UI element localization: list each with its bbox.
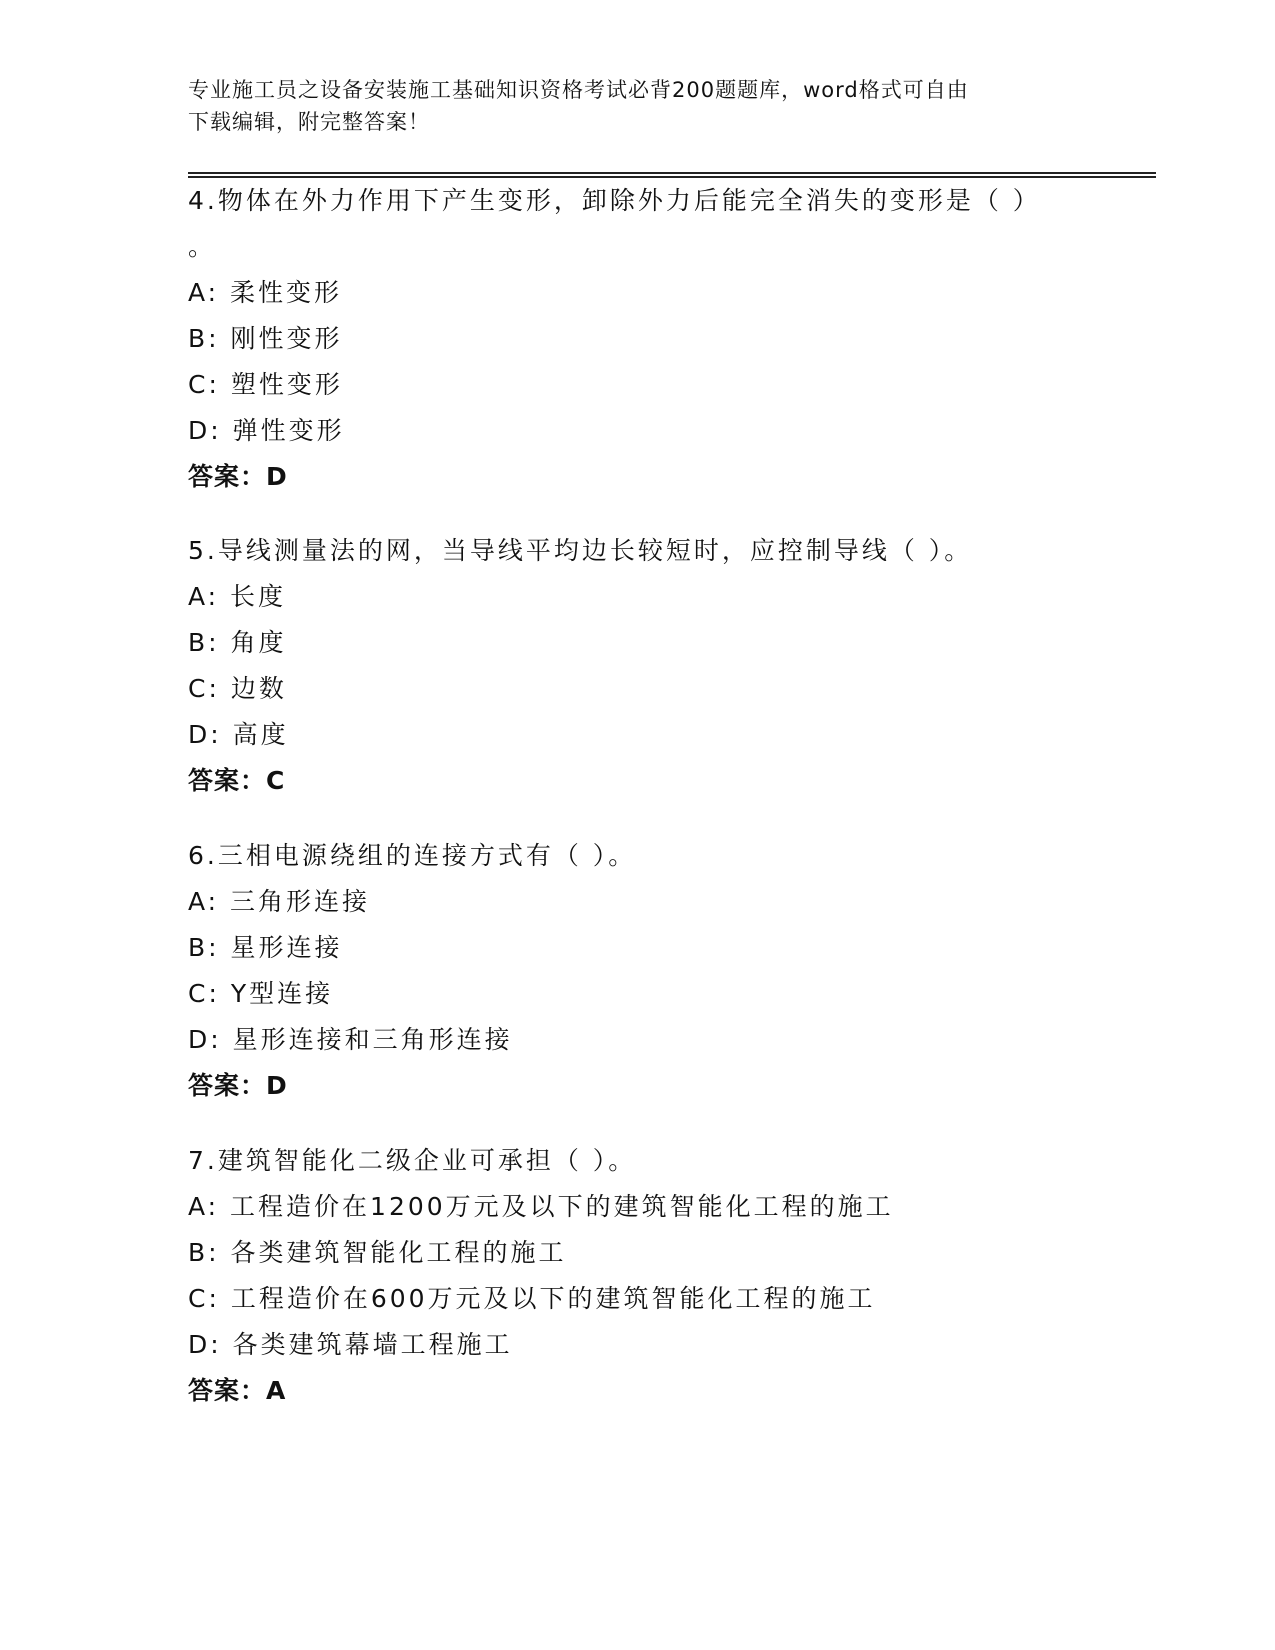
option-c: C: 塑性变形 <box>188 370 343 399</box>
option-a: A: 三角形连接 <box>188 887 371 916</box>
question-6 <box>188 833 1148 1109</box>
option-d: D: 弹性变形 <box>188 416 345 445</box>
option-b: B: 各类建筑智能化工程的施工 <box>188 1238 567 1267</box>
question-stem: 4.物体在外力作用下产生变形，卸除外力后能完全消失的变形是（ ） <box>188 186 1041 215</box>
answer: 答案：D <box>188 462 288 491</box>
question-stem-continuation: 。 <box>188 232 214 261</box>
answer: 答案：C <box>188 766 286 795</box>
option-a: A: 长度 <box>188 582 287 611</box>
answer: 答案：A <box>188 1376 287 1405</box>
question-4 <box>188 178 1148 500</box>
option-d: D: 星形连接和三角形连接 <box>188 1025 513 1054</box>
option-d: D: 高度 <box>188 720 289 749</box>
question-stem: 5.导线测量法的网，当导线平均边长较短时，应控制导线（ ）。 <box>188 536 973 565</box>
option-b: B: 星形连接 <box>188 933 343 962</box>
option-b: B: 角度 <box>188 628 287 657</box>
question-7 <box>188 1138 1148 1414</box>
option-c: C: Y型连接 <box>188 979 334 1008</box>
option-d: D: 各类建筑幕墙工程施工 <box>188 1330 513 1359</box>
option-b: B: 刚性变形 <box>188 324 343 353</box>
option-a: A: 柔性变形 <box>188 278 343 307</box>
header-line-1: 专业施工员之设备安装施工基础知识资格考试必背200题题库，word格式可自由 <box>188 78 969 102</box>
option-c: C: 边数 <box>188 674 287 703</box>
option-a: A: 工程造价在1200万元及以下的建筑智能化工程的施工 <box>188 1192 894 1221</box>
option-c: C: 工程造价在600万元及以下的建筑智能化工程的施工 <box>188 1284 876 1313</box>
question-stem: 6.三相电源绕组的连接方式有（ ）。 <box>188 841 637 870</box>
question-5 <box>188 528 1148 804</box>
document-header <box>188 74 1078 138</box>
header-divider-top <box>188 172 1156 174</box>
question-stem: 7.建筑智能化二级企业可承担（ ）。 <box>188 1146 637 1175</box>
answer: 答案：D <box>188 1071 288 1100</box>
header-line-2: 下载编辑，附完整答案！ <box>188 110 430 134</box>
